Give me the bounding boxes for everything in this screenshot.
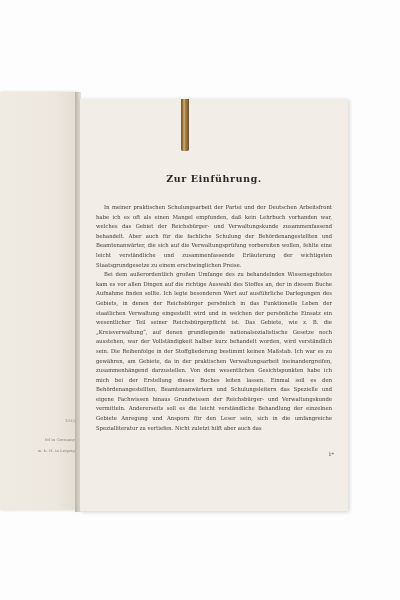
left-page-note: fel in Germany (44, 437, 75, 442)
left-page-note: 1933 (64, 418, 75, 423)
paragraph: In meiner praktischen Schulungsarbeit der Partei und der Deutschen Arbeitsfront habe ich es oft als einen Mangel empfunden, daß kein Lehrbuch vorhanden war, welches das Gebiet der Reichsbürger- und Verwaltungskunde zusammenfassend behandelt. Aber auch für die fachliche Schulung der Behördenangestellten und Beamtenanwärter, die sich auf die Verwaltungsprüfung vorbereiten wollen, fehlte eine leicht verständliche und zusammenfassende Erläuterung der wichtigsten Staatsgrundgesetze zu einem erschwinglichen Preise. (96, 205, 332, 269)
left-page-note: m. b. H. in Leipzig (37, 448, 75, 453)
ribbon-bookmark[interactable] (181, 99, 189, 151)
left-page (0, 92, 77, 510)
page-heading: Zur Einführung. (166, 174, 262, 185)
catchword: 1* (328, 452, 334, 458)
right-page (80, 99, 348, 511)
body-text (96, 204, 332, 434)
paragraph: Bei dem außerordentlich großen Umfange des zu behandelnden Wissensgebietes kam es vor allen Dingen auf die richtige Auswahl des Stoffes an, der in diesem Buche Aufnahme finden sollte. Ich legte besonderen Wert auf ausführliche Darlegungen des Gebiets, in denen der Reichsbürger persönlich in das Funktionelle Leben der staatlichen Verwaltung eingestellt wird und in welchen der persönliche Einsatz ein wesentlicher Teil seiner Reichsbürgerpflicht ist. Das Gebiete, wie z. B. die „Kreisverwaltung“, auf denen grundlegende nationalsozialistische Gesetze noch ausstehen, war der Vollständigkeit halber kurz behandelt worden, wird verständlich sein. Die Reihenfolge in der Stoffgliederung bestimmt keinen Maßstab. Ich war es zu gewähren, am Gebiete, da in der praktischen Verwaltungsarbeit ineinandergreifen, zusammenhängend darzustellen. Von dem wesentlichen Gesichtspunkten habe ich mich bei der Erstellung dieses Buches leiten lassen. Einmal soll es den Behördenangestellten, Beamtenanwärtern und Schulungsleitern das Spezielle und eigene Fachwissen hinaus Grundwissen der Reichsbürger- und Verwaltungskunde vermitteln. Andererseits soll es die leicht verständliche Behandlung der einzelnen Gebiete Anregung und Ansporn für den Leser sein, sich in die umfangreiche Spezialliteratur zu vertiefen. Nicht zuletzt hilft aber auch das (96, 272, 332, 432)
